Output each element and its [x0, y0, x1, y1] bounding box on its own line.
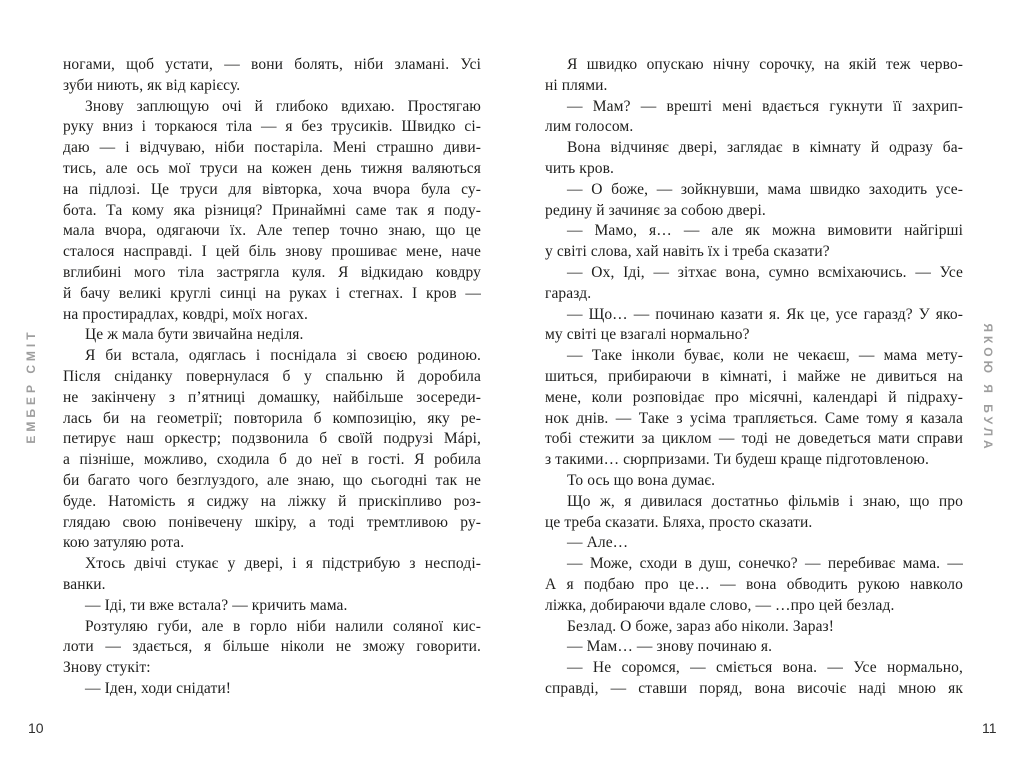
text-line: редину й зачиняє за собою двері. — [545, 201, 766, 219]
text-line: Хтось двічі стукає у двері, і я підстрибую з несподі- — [85, 555, 481, 573]
text-line: Знову стукіт: — [63, 659, 151, 677]
text-line: Безлад. О боже, зараз або ніколи. Зараз! — [567, 617, 835, 635]
text-line: вглибині мого тіла застрягла куля. Я відкидаю ковдру — [63, 263, 481, 281]
text-line: глядаю свою понівечену шкіру, а тоді тремтливою ру- — [63, 513, 481, 531]
text-line: му світі це взагалі нормально? — [545, 326, 750, 344]
text-line: — Ох, Іді, — зітхає вона, сумно всміхаючись. — Усе — [567, 263, 963, 281]
text-line: — Мам? — врешті мені вдається гукнути її захрип- — [567, 97, 963, 115]
text-line: — Може, сходи в душ, сонечко? — перебиває мама. — — [567, 555, 963, 573]
text-line: лоти — здається, я більше ніколи не зможу говорити. — [63, 638, 481, 656]
text-line: бота. Та кому яка різниця? Принаймні саме так я поду- — [63, 201, 481, 219]
text-line: Я би встала, одяглась і поснідала зі своєю родиною. — [85, 347, 481, 365]
text-line: не закінчену з п’ятниці домашку, найбільше зосереди- — [63, 388, 481, 406]
text-line: у світі слова, хай навіть їх і треба сказати? — [545, 243, 830, 261]
left-page-text-column — [63, 55, 481, 700]
text-line: чить кров. — [545, 159, 615, 177]
text-line: — Що… — починаю казати я. Як це, усе гаразд? У яко- — [567, 305, 963, 323]
text-line: ліжка, добираючи вдале слово, — …про цей безлад. — [545, 596, 895, 614]
text-line: це треба сказати. Бляха, просто сказати. — [545, 513, 813, 531]
text-line: шиться, прибираючи в кімнаті, і майже не дивиться на — [545, 367, 963, 385]
text-line: ні плями. — [545, 76, 608, 94]
text-line: — Але… — [567, 534, 629, 552]
text-line: лась би на геометрії; повторила б композицію, яку ре- — [63, 409, 481, 427]
text-line: гаразд. — [545, 284, 592, 302]
text-line: кою затуляю рота. — [63, 534, 185, 552]
text-line: Що ж, я дивилася достатньо фільмів і знаю, що про — [567, 492, 963, 510]
text-line: Вона відчиняє двері, заглядає в кімнату й одразу ба- — [567, 139, 963, 157]
spine-author-label: ЕМБЕР СМІТ — [24, 328, 38, 444]
text-line: сталося насправді. І цей біль знову прошиває мене, наче — [63, 243, 481, 261]
text-line: мене, коли розповідає про місячні, календарі й підраху- — [545, 388, 963, 406]
text-line: мала вчора, одягаючи їх. Але тепер точно знаю, що це — [63, 222, 481, 240]
text-line: нок днів. — Таке з усіма трапляється. Саме тому я казала — [545, 409, 963, 427]
text-line: а пізніше, можливо, сходила б до неї в гості. Я робила — [63, 451, 481, 469]
spine-title-label: ЯКОЮ Я БУЛА — [981, 323, 995, 453]
text-line: буде. Натомість я сиджу на ліжку й прискіпливо роз- — [63, 492, 481, 510]
left-page-number: 10 — [28, 720, 44, 736]
text-line: — Іді, ти вже встала? — кричить мама. — [85, 596, 348, 614]
text-line: То ось що вона думає. — [567, 471, 716, 489]
text-line: руку вниз і торкаюся тіла — я без трусиків. Швидко сі- — [63, 118, 481, 136]
text-line: — Іден, ходи снідати! — [85, 679, 232, 697]
text-line: Після сніданку повернулася б у спальню й доробила — [63, 367, 481, 385]
text-line: тись, але ось мої труси на кожен день тижня валяються — [63, 159, 481, 177]
text-line: — Не соромся, — сміється вона. — Усе нормально, — [567, 659, 963, 677]
text-line: тобі стежити за циклом — тоді не доведеться мати справи — [545, 430, 963, 448]
text-line: Це ж мала бути звичайна неділя. — [85, 326, 304, 344]
text-line: — Таке інколи буває, коли не чекаєш, — мама мету- — [567, 347, 963, 365]
text-line: Я швидко опускаю нічну сорочку, на якій теж черво- — [567, 56, 963, 73]
text-line: лим голосом. — [545, 118, 634, 136]
text-line: даю — і відчуваю, ніби постаріла. Мені страшно диви- — [63, 139, 481, 157]
text-line: й бачу великі круглі синці на руках і стегнах. І кров — — [63, 284, 481, 302]
text-line: — О боже, — зойкнувши, мама швидко заходить усе- — [567, 180, 963, 198]
text-line: з такими… сюрпризами. Ти будеш краще підготовленою. — [545, 451, 929, 469]
text-line: А я подбаю про це… — вона обводить рукою навколо — [545, 575, 963, 593]
text-line: — Мамо, я… — але як можна вимовити найгірші — [567, 222, 963, 240]
text-line: Знову заплющую очі й глибоко вдихаю. Простягаю — [85, 97, 481, 115]
text-line: би багато чого безглуздого, але знаю, що сьогодні так не — [63, 471, 481, 489]
text-line: справді, — ставши поряд, вона височіє наді мною як — [545, 679, 963, 697]
right-page-text-column — [545, 55, 963, 700]
text-line: на простирадлах, ковдрі, моїх ногах. — [63, 305, 308, 323]
text-line: — Мам… — знову починаю я. — [567, 638, 773, 656]
text-line: зуби ниють, як від карієсу. — [63, 76, 241, 94]
text-line: петирує наш оркестр; подзвонила б своїй подрузі Мáрі, — [63, 430, 481, 448]
text-line: Розтуляю губи, але в горло ніби налили соляної кис- — [85, 617, 481, 635]
text-line: ванки. — [63, 575, 106, 593]
text-line: ногами, щоб устати, — вони болять, ніби зламані. Усі — [63, 56, 481, 73]
right-page-number: 11 — [982, 720, 997, 736]
text-line: на підлозі. Це труси для вівторка, хоча вчора була су- — [63, 180, 481, 198]
